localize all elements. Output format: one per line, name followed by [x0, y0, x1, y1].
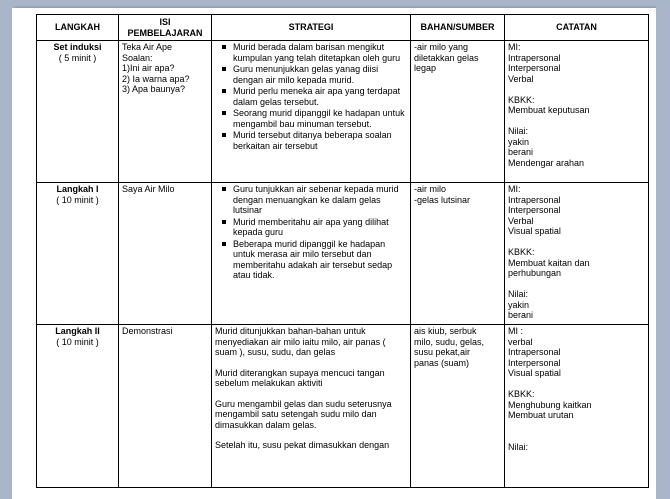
list-item: Guru menunjukkan gelas yanag diisi dengan air milo kepada murid. [233, 64, 407, 85]
catatan-line: berani [508, 310, 534, 320]
bahan-line: ais kiub, serbuk [414, 326, 477, 336]
catatan-line: Membuat keputusan [508, 105, 590, 115]
isi-cell [119, 41, 212, 183]
table-row [37, 183, 649, 325]
strategi-cell [212, 183, 411, 325]
bahan-line: diletakkan gelas [414, 52, 479, 63]
catatan-line: Menghubung kaitkan [508, 399, 592, 410]
isi-line: 1)Ini air apa? [122, 63, 175, 73]
header-catatan: CATATAN [505, 15, 649, 41]
table-row [37, 41, 649, 183]
catatan-line: Visual spatial [508, 368, 561, 378]
catatan-line: Mendengar arahan [508, 157, 585, 168]
spacer [508, 116, 645, 127]
catatan-line: MI: [508, 184, 521, 194]
catatan-line: Intrapersonal [508, 52, 561, 63]
isi-line: 2) Ia warna apa? [122, 73, 190, 84]
step-cell [37, 325, 119, 488]
isi-cell [119, 325, 212, 488]
list-item: Murid tersebut ditanya beberapa soalan berkaitan air tersebut [233, 130, 407, 151]
catatan-line: Membuat urutan [508, 410, 574, 420]
catatan-line: KBKK: [508, 94, 535, 105]
bahan-cell [411, 183, 505, 325]
header-row [37, 15, 649, 41]
bahan-line: susu pekat,air [414, 347, 471, 357]
isi-line: Teka Air Ape [122, 42, 173, 52]
catatan-line: KBKK: [508, 389, 535, 399]
catatan-line: verbal [508, 336, 533, 347]
catatan-cell [505, 41, 649, 183]
catatan-line: MI: [508, 42, 521, 52]
bahan-line: -gelas lutsinar [414, 194, 471, 205]
bahan-line: legap [414, 63, 437, 73]
step-cell [37, 183, 119, 325]
catatan-line: MI : [508, 326, 523, 336]
bahan-cell [411, 41, 505, 183]
strategi-cell [212, 41, 411, 183]
step-time: ( 10 minit ) [56, 194, 99, 205]
table-row [37, 325, 649, 488]
catatan-line: yakin [508, 299, 530, 310]
bahan-line: -air milo yang [414, 42, 469, 52]
strategi-paragraph: Guru mengambil gelas dan sudu seterusnya mengambil satu setengah sudu milo dan dimasukkan dalam gelas. [215, 398, 392, 430]
catatan-line: Verbal [508, 215, 534, 226]
spacer [508, 421, 645, 432]
isi-line: 3) Apa baunya? [122, 84, 186, 94]
step-cell [37, 41, 119, 183]
header-langkah: LANGKAH [37, 15, 119, 41]
step-time: ( 10 minit ) [56, 336, 99, 347]
catatan-line: Nilai: [508, 441, 529, 452]
bahan-line: -air milo [414, 184, 447, 194]
bahan-cell [411, 325, 505, 488]
strategi-list [215, 184, 407, 281]
catatan-line: Interpersonal [508, 205, 561, 215]
list-item: Seorang murid dipanggil ke hadapan untuk mengambil bau minuman tersebut. [233, 108, 407, 129]
strategi-paragraph: Murid ditunjukkan bahan-bahan untuk menyediakan air milo iaitu milo, air panas ( suam ), susu, sudu, dan gelas [215, 326, 386, 357]
step-time: ( 5 minit ) [58, 52, 97, 63]
spacer [508, 379, 645, 390]
catatan-line: yakin [508, 136, 530, 147]
bahan-line: milo, sudu, gelas, [414, 336, 485, 347]
catatan-line: perhubungan [508, 268, 562, 278]
catatan-line: Interpersonal [508, 357, 561, 368]
list-item: Murid berada dalam barisan mengikut kumpulan yang telah ditetapkan oleh guru [233, 42, 407, 63]
catatan-line: Membuat kaitan dan [508, 257, 590, 268]
catatan-line: Interpersonal [508, 63, 561, 73]
spacer [508, 84, 645, 95]
list-item: Guru tunjukkan air sebenar kepada murid dengan menuangkan ke dalam gelas lutsinar [233, 184, 407, 216]
isi-line: Saya Air Milo [122, 184, 175, 194]
window-top-frame [0, 0, 670, 8]
header-bahan: BAHAN/SUMBER [411, 15, 505, 41]
catatan-line: Nilai: [508, 289, 529, 299]
catatan-line: Nilai: [508, 126, 529, 136]
isi-cell [119, 183, 212, 325]
catatan-line: Intrapersonal [508, 194, 561, 205]
catatan-line: Intrapersonal [508, 347, 561, 357]
catatan-line: Verbal [508, 73, 534, 84]
spacer [508, 237, 645, 248]
strategi-cell [212, 325, 411, 488]
list-item: Murid perlu meneka air apa yang terdapat dalam gelas tersebut. [233, 86, 407, 107]
list-item: Beberapa murid dipanggil ke hadapan untuk merasa air milo tersebut dan memberitahu adakah air tersebut sedap atau tidak. [233, 239, 407, 281]
step-title: Langkah I [56, 184, 99, 194]
catatan-line: KBKK: [508, 247, 535, 257]
catatan-cell [505, 183, 649, 325]
header-isi: ISI PEMBELAJARAN [119, 15, 212, 41]
isi-line: Soalan: [122, 52, 153, 63]
spacer [508, 279, 645, 290]
bahan-line: panas (suam) [414, 357, 470, 368]
isi-line: Demonstrasi [122, 326, 173, 336]
spacer [508, 431, 645, 442]
catatan-line: berani [508, 147, 534, 157]
lesson-plan-table [36, 14, 649, 488]
step-title: Set induksi [53, 42, 102, 52]
strategi-paragraph: Murid diterangkan supaya mencuci tangan sebelum melakukan aktiviti [215, 367, 385, 388]
catatan-line: Visual spatial [508, 226, 561, 236]
strategi-paragraph: Setelah itu, susu pekat dimasukkan dengan [215, 440, 390, 450]
strategi-list [215, 42, 407, 151]
step-title: Langkah II [55, 326, 100, 336]
window-right-frame [656, 0, 670, 499]
header-strategi: STRATEGI [212, 15, 411, 41]
catatan-cell [505, 325, 649, 488]
document-page [12, 8, 656, 499]
list-item: Murid memberitahu air apa yang dilihat kepada guru [233, 217, 407, 238]
